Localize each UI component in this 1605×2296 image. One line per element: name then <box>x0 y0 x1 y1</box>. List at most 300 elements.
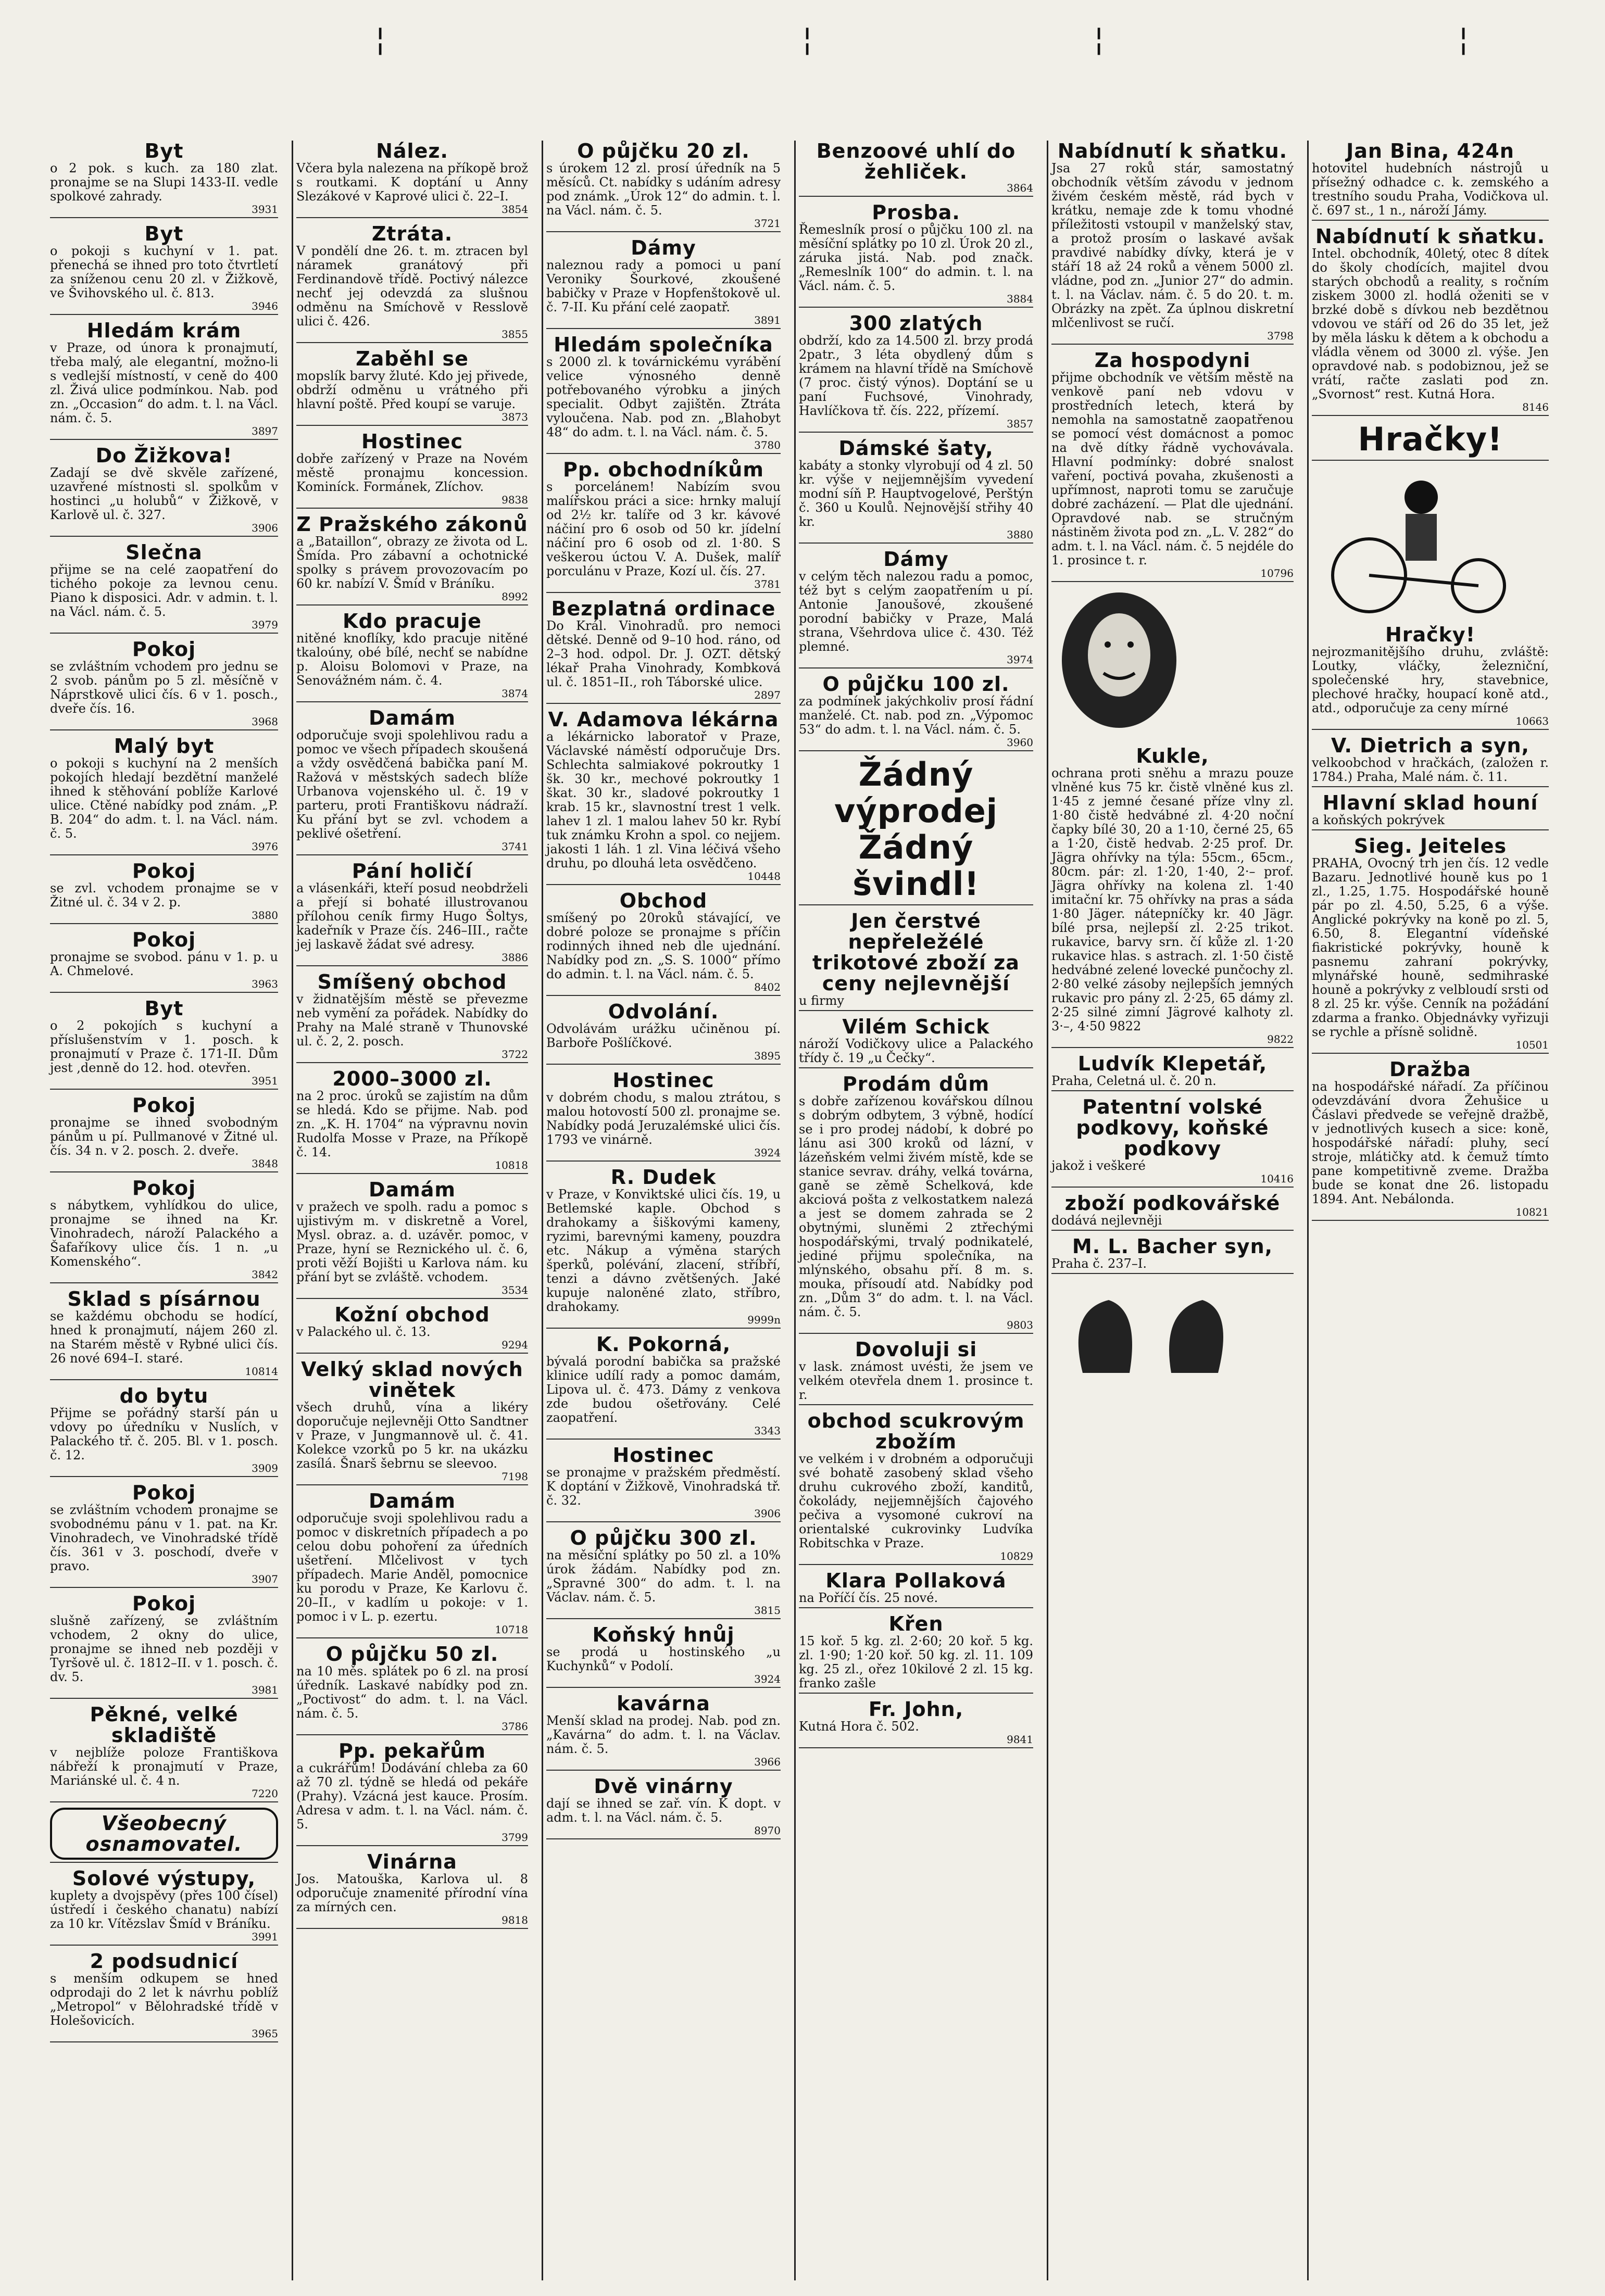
ad-heading: Hlavní sklad houní <box>1322 791 1538 814</box>
ad-number: 3991 <box>252 1931 278 1943</box>
ad-col1-8 <box>50 929 278 993</box>
ad-col1-12 <box>50 1289 278 1380</box>
gloves-illustration <box>1051 1279 1249 1383</box>
ad-col3-6 <box>546 890 781 996</box>
ad-heading: Křen <box>888 1612 944 1635</box>
ad-body: v celým těch nalezou radu a pomoc, též byt s celým zaopatřením u pí. Antonie Janoušové, zkoušené porodní babičky v Praze, Malá strana, Všehrdova ulice č. 430. Též plemné. <box>799 569 1033 654</box>
ad-heading: M. L. Bacher syn, <box>1072 1235 1273 1258</box>
ad-col1-16 <box>50 1704 278 1802</box>
ad-heading: Vilém Schick <box>842 1015 990 1038</box>
ad-col1-9 <box>50 998 278 1090</box>
ad-number: 3966 <box>754 1756 781 1768</box>
ad-col2-16 <box>296 1851 528 1929</box>
ad-number: 3874 <box>501 687 528 700</box>
ad-heading: Bezplatná ordinace <box>551 597 776 620</box>
ad-number: 8146 <box>1522 401 1549 413</box>
ad-heading: K. Pokorná, <box>596 1333 731 1356</box>
ad-heading: O půjčku 20 zl. <box>577 141 750 162</box>
ad-body: Jsa 27 roků stár, samostatný obchodník větším závodu v jednom živém českém městě, rád bych v krátku, nemaje zde k tomu vhodné příležitosti vstoupil v manželský stav, a protož prosím o laskavé avšak pravdivé nabídky dívky, která je v stáří 18 až 24 roků a věnem 5000 zl. vládne, pod zn. „Junior 27“ do admin. t. l. na Václav. nám. č. 5 do 20. t. m. Obrázky na zpět. Za úplnou diskretní mlčenlivost se ručí. <box>1051 161 1294 330</box>
ad-col4-6 <box>799 756 1033 905</box>
ad-heading: Z Pražského zákonů <box>296 513 528 536</box>
ad-heading: Hostinec <box>612 1444 714 1467</box>
ad-body: hotovitel hudebních nástrojů u přísežný odhadce c. k. zemského a trestního soudu Praha, Vodičkova ul. č. 697 st., 1 n., nároží Jámy. <box>1312 161 1549 218</box>
ad-number: 3891 <box>754 314 781 326</box>
ad-heading: Dámy <box>631 236 696 259</box>
ad-number: 3909 <box>252 1462 278 1474</box>
ad-heading: Pokoj <box>132 1094 196 1117</box>
ad-heading: Kdo pracuje <box>343 610 482 633</box>
ad-body: bývalá porodní babička sa pražské klinice udílí rady a pomoc damám, Lipova ul. č. 473. Dámy z venkova zde budou ošetřovány. Celé zaopatření. <box>546 1354 781 1425</box>
ad-heading: Hostinec <box>612 1069 714 1092</box>
ad-body: a koňských pokrývek <box>1312 813 1445 827</box>
ad-heading: Solové výstupy, <box>72 1867 256 1890</box>
ad-heading: Nabídnutí k sňatku. <box>1057 141 1288 162</box>
ad-body: v židnatějším městě se převezme neb vymění za pořádek. Nabídky do Prahy na Malé straně v Thunovské ul. č. 2, 2. posch. <box>296 992 528 1049</box>
ad-heading: obchod scukrovým zbožím <box>807 1409 1025 1453</box>
ad-heading: O půjčku 50 zl. <box>325 1643 499 1666</box>
ad-col3-12 <box>546 1528 781 1619</box>
ad-heading: Dovoluji si <box>855 1338 977 1361</box>
ad-body: o 2 pokojích s kuchyní a příslušenstvím v 1. posch. k pronajmutí v Praze č. 171-II. Dům jest ,denně do 12. hod. otevřen. <box>50 1018 278 1075</box>
ad-col4-2 <box>799 313 1033 433</box>
ad-col1-15 <box>50 1593 278 1699</box>
ad-heading: Koňský hnůj <box>592 1623 735 1646</box>
ad-number: 7220 <box>252 1787 278 1800</box>
ad-number: 9822 <box>1267 1033 1294 1045</box>
ad-body: Řemeslník prosí o půjčku 100 zl. na měsíční splátky po 10 zl. Úrok 20 zl., záruka jistá. Nab. pod značk. „Remeslník 100“ do admin. t. l. na Václ. nám. č. 5. <box>799 222 1033 293</box>
ad-heading: Hledám krám <box>86 319 242 342</box>
ad-col2-3 <box>296 431 528 509</box>
ad-col3-8 <box>546 1070 781 1162</box>
ad-body: pronajme se svobod. pánu v 1. p. u A. Chmelové. <box>50 950 278 978</box>
ad-col6-1 <box>1312 226 1549 416</box>
ad-body: nároží Vodičkovy ulice a Palackého třídy č. 19 „u Čečky“. <box>799 1037 1033 1065</box>
ad-col5-6 <box>1051 1236 1294 1274</box>
ad-col2-0 <box>296 141 528 218</box>
ad-heading: Velký sklad nových vinětek <box>301 1358 523 1402</box>
ad-body: na 10 měs. splátek po 6 zl. na prosí úředník. Laskavé nabídky pod zn. „Poctivost“ do adm. t. l. na Václ. nám. č. 5. <box>296 1664 528 1721</box>
ad-body: v dobrém chodu, s malou ztrátou, s malou hotovostí 500 zl. pronajme se. Nabídky podá Jeruzalémské ulici čís. 1793 ve vinárně. <box>546 1090 781 1147</box>
ad-number: 3886 <box>501 951 528 964</box>
ad-body: Odvolávám urážku učiněnou pí. Barboře Pošlíčkové. <box>546 1021 781 1050</box>
ad-body: v pražech ve spolh. radu a pomoc s ujistivým m. v diskretně a Vorel, Mysl. obraz. a. d. uzávěr. pomoc, v Praze, hyní se Reznického ul. č. 6, proti věží Bojišti u Karlova nám. ku přání byt se zvláště. vchodem. <box>296 1200 528 1284</box>
ad-col6-6 <box>1312 836 1549 1054</box>
ad-number: 3976 <box>252 840 278 853</box>
column-4 <box>794 141 1036 2280</box>
ad-body: s úrokem 12 zl. prosí úředník na 5 měsíců. Ct. nabídky s udáním adresy pod známk. „Úrok 12“ do admin. t. l. na Václ. nám. č. 5. <box>546 161 781 218</box>
ad-body: a cukrářům! Dodávání chleba za 60 až 70 zl. týdně se hledá od pekáře (Prahy). Vzácná jest kauce. Prosím. Adresa v adm. t. l. na Václ. nám. č. 5. <box>296 1761 528 1832</box>
ad-number: 3722 <box>501 1048 528 1061</box>
ad-body: u firmy <box>799 993 844 1008</box>
ad-heading: Žádný výprodej Žádný švindl! <box>834 755 998 903</box>
ad-body: Zadají se dvě skvěle zařízené, uzavřené místnosti sl. spolkům v hostinci „u holubů“ v Žižkově, v Karlově ul. č. 327. <box>50 465 278 522</box>
column-1 <box>47 141 281 2280</box>
ad-heading: Dvě vinárny <box>594 1775 733 1798</box>
ad-body: ochrana proti sněhu a mrazu pouze vlněné kus 75 kr. čistě vlněné kus zl. 1·45 z jemné česané příze vlny zl. 1·80 čistě hedvábné zl. 4·20 noční čapky bílé 30, 20 a 1·10, černé 25, 65 a 1·20, čistě hedvab. 2·25 prof. Dr. Jägra ohřívky na týla: 55cm., 65cm., 80cm. pár: zl. 1·20, 1·40, 2·– prof. Jägra ohřívky na kolena zl. 1·40 imitační kr. 75 ohřívky na pras a sáda 1·80 Jäger. nátepníčky kr. 40 Jägr. bílé prsa, nejlepší zl. 2·25 trikot. rukavice, barvy srn. čí kůže zl. 1·20 rukavice hlas. s astrach. zl. 1·50 čistě hedvábné zelené lovecké punčochy zl. 2·80 velké zásoby nejlepších jemných rukavic pro pány zl. 2·25, 65 dámy zl. 2·25 silné zimní Jägrové kalhoty zl. 3·–, 4·50 9822 <box>1051 766 1294 1033</box>
ad-heading: Malý byt <box>114 735 215 758</box>
ad-heading: Odvolání. <box>608 1000 719 1023</box>
ad-number: 3906 <box>252 522 278 534</box>
hooded-man-illustration <box>1051 587 1187 743</box>
ad-body: v Praze, v Konviktské ulici čís. 19, u Betlemské kaple. Obchod s drahokamy a šiškovými kameny, ryzimi, barevnými kameny, pouzdra etc. Nákup a výměna starých šperků, polévání, zlacení, stříbří, tenzi a dávno zvětšených. Jaké kupuje naloněné zlato, stříbro, drahokamy. <box>546 1187 781 1314</box>
ad-heading: Obchod <box>619 889 708 912</box>
ad-heading: O půjčku 100 zl. <box>822 673 1010 696</box>
ad-body: Do Král. Vinohradů. pro nemoci dětské. Denně od 9–10 hod. ráno, od 2–3 hod. odpol. Dr. J. OZT. dětský lékař Praha Vinohrady, Kombková ul. č. 1851–II., roh Táborské ulice. <box>546 619 781 689</box>
ad-col2-8 <box>296 972 528 1063</box>
ad-col4-8 <box>799 1016 1033 1068</box>
ad-number: 10818 <box>495 1159 528 1171</box>
ad-number: 3781 <box>754 578 781 590</box>
ad-number: 3924 <box>754 1146 781 1159</box>
ad-heading: Pokoj <box>132 1592 196 1615</box>
ad-col1-2 <box>50 320 278 440</box>
ad-col6-5 <box>1312 792 1549 830</box>
ad-body: se každému obchodu se hodící, hned k pronajmutí, nájem 260 zl. na Starém městě v Rybné ulici čís. 26 nové 694–I. staré. <box>50 1309 278 1366</box>
ad-body: ve velkém i v drobném a odporučuji své bohatě zasobený sklad všeho druhu cukrového zboží, kanditů, čokolády, nejjemnějších čajového pečiva a vysomoné cukroví na orientalské cukrovinky Ludvíka Robitschka v Praze. <box>799 1452 1033 1550</box>
ad-col3-10 <box>546 1334 781 1440</box>
ad-number: 3864 <box>1007 182 1033 194</box>
ad-heading: Do Žižkova! <box>95 444 233 467</box>
ad-body: a vlásenkáři, kteří posud neobdrželi a přejí si bohaté illustrovanou přílohou ceník firmy Hugo Šoltys, kadeřník v Praze čís. 246–III., račte jej laskavě žádat své adresy. <box>296 881 528 952</box>
ad-number: 10796 <box>1260 567 1294 579</box>
ad-number: 3897 <box>252 425 278 437</box>
ad-heading: Byt <box>144 997 184 1020</box>
ad-heading: Sieg. Jeiteles <box>1353 835 1507 857</box>
ad-number: 2897 <box>754 689 781 701</box>
ad-number: 3974 <box>1007 653 1033 666</box>
ad-col2-2 <box>296 348 528 426</box>
ad-heading: Za hospodyni <box>1094 349 1251 372</box>
ad-heading: Dámy <box>883 548 949 571</box>
ad-body: s 2000 zl. k továrnickému vyrábění velice výnosného denně potřebovaného výrobku a jiných specialit. Odbyt zajištěn. Ztráta vyloučena. Nab. pod zn. „Blahobyt 48“ do adm. t. l. na Václ. nám. č. 5. <box>546 355 781 439</box>
ad-col2-11 <box>296 1304 528 1354</box>
ad-body: o 2 pok. s kuch. za 180 zlat. pronajme se na Slupi 1433-II. vedle spolkové zahrady. <box>50 161 278 204</box>
ad-col3-4 <box>546 598 781 704</box>
ad-heading: Pokoj <box>132 1177 196 1200</box>
ad-heading: Pěkné, velké skladiště <box>90 1703 239 1747</box>
ad-col2-9 <box>296 1068 528 1174</box>
ad-number: 3906 <box>754 1507 781 1520</box>
ad-col1-4 <box>50 542 278 634</box>
ad-number: 9841 <box>1007 1733 1033 1746</box>
ad-col2-15 <box>296 1740 528 1846</box>
ad-body: v nejblíže poloze Františkova nábřeží k pronajmutí v Praze, Mariánské ul. č. 4 n. <box>50 1745 278 1788</box>
ad-number: 9838 <box>501 494 528 506</box>
ad-body: nejrozmanitějšího druhu, zvláště: Loutky, vláčky, železniční, společenské hry, stavebnice, plechové hračky, houpací koně atd., atd., odporučuje za ceny mírné <box>1312 645 1549 715</box>
ad-body: o pokoji s kuchyní na 2 menších pokojích hledají bezdětní manželé ihned k stěhování poblíže Karlové ulice. Ctěné nabídky pod znám. „P. B. 204“ do adm. t. l. na Václ. nám. č. 5. <box>50 756 278 841</box>
top-mark-3: ¦ <box>1094 21 1105 57</box>
ad-number: 3931 <box>252 203 278 216</box>
ad-number: 3873 <box>501 411 528 423</box>
ad-col6-4 <box>1312 735 1549 787</box>
ad-heading: Damám <box>368 1178 456 1201</box>
ad-body: se zvláštním vchodem pro jednu se 2 svob. pánům po 5 zl. měsíčně v Náprstkově ulici čís. 6 v 1. posch., dveře čís. 16. <box>50 659 278 716</box>
ad-heading: Hračky! <box>1358 420 1503 458</box>
ad-number: 10829 <box>1000 1550 1033 1562</box>
ad-col4-14 <box>799 1699 1033 1748</box>
ad-body: s dobře zařízenou kovářskou dílnou s dobrým odbytem, 3 výbně, hodící se i pro prodej nádobí, k dobré po lánu asi 300 kroků od lázní, v lázeňském velmi živém místě, kde se stanice sevrav. dráhy, velká továrna, ganě se zěmě Schelková, kde akciová pošta z velkostatkem nalezá a jest se domem zahrada se 2 obytnými, sluněmi 2 ztřechými hospodářskými, trvalý podnikatelé, jediné přijmu společníka, na mlýnského, obsahu pří. 8 m. s. mouka, přísoudí atd. Nabídky pod zn. „Dům 3“ do adm. t. l. na Václ. nám. č. 5. <box>799 1094 1033 1319</box>
ad-heading: zboží podkovářské <box>1064 1192 1281 1215</box>
ad-number: 8992 <box>501 590 528 603</box>
ad-body: Praha č. 237–I. <box>1051 1256 1147 1271</box>
ad-col2-5 <box>296 611 528 702</box>
ad-col4-9 <box>799 1074 1033 1334</box>
ad-body: v Praze, od února k pronajmutí, třeba malý, ale elegantní, možno-li s vedlejší místností, v ceně do 400 zl. Živá ulice podmínkou. Nab. pod zn. „Occasion“ do adm. t. l. na Václ. nám. č. 5. <box>50 340 278 425</box>
ad-col5-3 <box>1051 1053 1294 1091</box>
ad-col3-0 <box>546 141 781 232</box>
ad-body: velkoobchod v hračkách, (založen r. 1784.) Praha, Malé nám. č. 11. <box>1312 755 1549 784</box>
ad-heading: Pp. pekařům <box>338 1739 486 1762</box>
ad-heading: Patentní volské podkovy, koňské podkovy <box>1076 1095 1269 1160</box>
ad-body: kabáty a stonky vlyrobují od 4 zl. 50 kr. výše v nejjemnějším vyvedení modní síň P. Hauptvogelové, Perštýn č. 360 u Koulů. Nejnovější střihy 40 kr. <box>799 458 1033 529</box>
ad-heading: Pp. obchodníkům <box>563 458 764 481</box>
ad-heading: Dámské šaty, <box>838 437 994 460</box>
ad-heading: Slečna <box>126 541 203 564</box>
ad-col4-12 <box>799 1570 1033 1608</box>
ad-body: na Poříčí čís. 25 nové. <box>799 1591 938 1605</box>
ad-col4-1 <box>799 202 1033 308</box>
ad-number: 3979 <box>252 619 278 631</box>
ad-col1-17 <box>50 1808 278 1863</box>
ad-heading: Damám <box>368 1490 456 1512</box>
ad-col2-12 <box>296 1359 528 1485</box>
ad-body: a „Bataillon“, obrazy ze života od L. Šmída. Pro zábavní a ochotnické spolky s právem provozovacím po 60 kr. nabízí V. Šmíd v Bráníku. <box>296 534 528 591</box>
ad-heading: R. Dudek <box>610 1166 717 1189</box>
ad-heading: Pokoj <box>132 860 196 882</box>
child-bicycle-illustration <box>1312 466 1531 622</box>
ad-number: 3786 <box>501 1720 528 1733</box>
ad-heading: Jen čerstvé nepřeležélé trikotové zboží za ceny nejlevnější <box>812 910 1020 995</box>
column-2 <box>292 141 531 2280</box>
ad-heading: Ztráta. <box>371 222 453 245</box>
ad-col3-2 <box>546 334 781 454</box>
ad-number: 3951 <box>252 1075 278 1087</box>
ad-body: kuplety a dvojspěvy (přes 100 čísel) ústředí i českého chanatu) nabízí za 10 kr. Vítězslav Šmíd v Bráníku. <box>50 1888 278 1931</box>
ad-col5-2 <box>1051 746 1294 1048</box>
ad-col3-15 <box>546 1776 781 1839</box>
ad-number: 3907 <box>252 1573 278 1585</box>
ad-heading: Prodám dům <box>842 1073 990 1095</box>
ad-heading: Pokoj <box>132 638 196 661</box>
ad-col2-6 <box>296 708 528 855</box>
ad-heading: Pokoj <box>132 928 196 951</box>
ad-body: naleznou rady a pomoci u paní Veroniky Šourkové, zkoušené babičky v Praze v Hopfenštokově ul. č. 7-II. Ku přání celé zaopatř. <box>546 258 781 314</box>
ad-col4-3 <box>799 438 1033 544</box>
ad-body: 15 koř. 5 kg. zl. 2·60; 20 koř. 5 kg. zl. 1·90; 1·20 koř. 50 kg. zl. 11. 109 kg. 25 zl., ořez 10kilové 2 zl. 15 kg. franko zašle <box>799 1634 1033 1691</box>
ad-col3-13 <box>546 1624 781 1688</box>
ad-col3-3 <box>546 459 781 593</box>
ad-body: Jos. Matouška, Karlova ul. 8 odporučuje znamenité přírodní vína za mírných cen. <box>296 1872 528 1914</box>
ad-number: 3884 <box>1007 293 1033 305</box>
ad-body: Praha, Celetná ul. č. 20 n. <box>1051 1074 1217 1088</box>
ad-number: 3721 <box>754 217 781 230</box>
ad-body: se pronajme v pražském předměstí. K doptání v Žižkově, Vinohradská tř. č. 32. <box>546 1465 781 1508</box>
ad-body: v lask. známost uvésti, že jsem ve velkém otevřela dnem 1. prosince t. r. <box>799 1359 1033 1402</box>
ad-col1-0 <box>50 141 278 218</box>
newspaper-page <box>47 141 1562 2280</box>
column-6 <box>1307 141 1552 2280</box>
ad-heading: 2 podsudnicí <box>90 1950 239 1973</box>
ad-body: Včera byla nalezena na příkopě brož s routkami. K doptání u Anny Slezákové v Kaprové ulici č. 22–I. <box>296 161 528 204</box>
ad-body: jakož i veškeré <box>1051 1158 1146 1173</box>
ad-col2-4 <box>296 514 528 605</box>
ad-number: 3880 <box>252 909 278 922</box>
ad-body: přijme se na celé zaopatření do tichého pokoje za levnou cenu. Piano k disposici. Adr. v admin. t. l. na Václ. nám. č. 5. <box>50 562 278 619</box>
ad-body: nitěné knoflíky, kdo pracuje nitěné tkaloúny, obé bílé, nechť se nabídne p. Aloisu Bolomovi v Praze, na Senovážném nám. č. 4. <box>296 631 528 688</box>
ad-col1-5 <box>50 639 278 730</box>
ad-body: všech druhů, vína a likéry doporučuje nejlevněji Otto Sandtner v Praze, v Jungmannově ul. č. 41. Kolekce vzorků po 5 kr. na ukázku zasílá. Šnarš šebrnu se sleevoo. <box>296 1400 528 1471</box>
ad-number: 8402 <box>754 981 781 993</box>
ad-number: 10814 <box>245 1365 278 1378</box>
ad-number: 3924 <box>754 1673 781 1685</box>
ad-heading: Dražba <box>1389 1058 1471 1081</box>
ad-col1-13 <box>50 1385 278 1477</box>
top-mark-4: ¦ <box>1458 21 1469 57</box>
ad-body: se zvl. vchodem pronajme se v Žitné ul. č. 34 v 2. p. <box>50 881 278 910</box>
ad-col3-9 <box>546 1167 781 1329</box>
ad-col1-14 <box>50 1482 278 1588</box>
ad-number: 3946 <box>252 300 278 312</box>
ad-col4-5 <box>799 674 1033 751</box>
ad-col4-10 <box>799 1339 1033 1405</box>
ad-number: 10663 <box>1515 715 1549 727</box>
ad-number: 3854 <box>501 203 528 216</box>
ad-body: za podmínek jakýchkoliv prosí řádní manželé. Ct. nab. pod zn. „Výpomoc 53“ do adm. t. l. na Václ. nám. č. 5. <box>799 694 1033 737</box>
ad-col2-1 <box>296 223 528 343</box>
ad-heading: Pání holičí <box>352 860 473 882</box>
ad-body: odporučuje svoji spolehlivou radu a pomoc ve všech případech skoušená a vždy osvědčená babička paní M. Ražová v městských sadech blíže Urbanova vojenského ul. č. 19 v parteru, proti Františkovu nádraží. Ku přání byt se zvl. vchodem a peklivé ošetření. <box>296 728 528 841</box>
ad-col1-3 <box>50 445 278 537</box>
ad-body: v Palackého ul. č. 13. <box>296 1324 431 1339</box>
ad-body: přijme obchodník ve větším městě na venkově paní neb vdovu v prostředních letech, která by nemohla na samostatně zaopatřenou se pomocí vést domácnost a pomoc na dvě dítky řádně vychovávala. Hlavní podmínky: dobré snalost vaření, poctivá povaha, zkušenosti a upřímnost, naproti tomu se zaručuje dobré zacházení. — Plat dle ujednání. Opravdové nab. se stručným nástiněm života pod zn. „L. V. 282“ do adm. t. l. na Václ. nám. č. 5 nejdéle do 1. prosince t. r. <box>1051 370 1294 567</box>
ad-col1-1 <box>50 223 278 315</box>
ad-heading: Benzoové uhlí do žehliček. <box>816 141 1016 183</box>
ad-col2-14 <box>296 1644 528 1735</box>
ad-heading: Byt <box>144 222 184 245</box>
ad-heading: Ludvík Klepetář, <box>1077 1052 1268 1075</box>
ad-col1-18 <box>50 1868 278 1946</box>
ad-col4-4 <box>799 549 1033 668</box>
ad-heading: Pokoj <box>132 1481 196 1504</box>
ad-heading: Nález. <box>376 141 448 162</box>
ad-col5-0 <box>1051 141 1294 345</box>
ad-number: 10821 <box>1515 1206 1549 1218</box>
ad-number: 3343 <box>754 1424 781 1437</box>
ad-col3-11 <box>546 1445 781 1522</box>
ad-heading: Fr. John, <box>868 1698 964 1721</box>
ad-heading: V. Dietrich a syn, <box>1331 734 1529 757</box>
ad-number: 10448 <box>747 870 781 882</box>
ad-number: 3815 <box>754 1604 781 1617</box>
ad-heading: 2000–3000 zl. <box>332 1067 492 1090</box>
ad-col1-6 <box>50 736 278 855</box>
ad-number: 10501 <box>1515 1039 1549 1051</box>
ad-body: obdrží, kdo za 14.500 zl. brzy prodá 2patr., 3 léta obydlený dům s krámem na hlavní třídě na Smíchově (7 proc. čistý výnos). Doptání se u paní Fuchsové, Vinohrady, Havlíčkova tř. čís. 222, přízemí. <box>799 333 1033 418</box>
ad-number: 9803 <box>1007 1319 1033 1331</box>
ad-body: smíšený po 20roků stávající, ve dobré poloze se pronajme s příčin rodinných ihned neb dle ujednání. Nabídky pod zn. „S. S. 1000“ přímo do admin. t. l. na Václ. nám. č. 5. <box>546 911 781 981</box>
ad-col5-1 <box>1051 350 1294 582</box>
ad-col3-5 <box>546 709 781 885</box>
ad-body: o pokoji s kuchyní v 1. pat. přenechá se ihned pro toto čtvrtletí za sníženou cenu 20 zl. v Žižkově, ve Švihovského ul. č. 813. <box>50 244 278 300</box>
ad-col1-7 <box>50 861 278 924</box>
ad-body: Menší sklad na prodej. Nab. pod zn. „Kavárna“ do adm. t. l. na Václav. nám. č. 5. <box>546 1713 781 1756</box>
ad-col1-10 <box>50 1095 278 1172</box>
ad-body: PRAHA, Ovocný trh jen čís. 12 vedle Bazaru. Jednotlivé houně kus po 1 zl., 1.25, 1.75. Hospodářské houně pár po zl. 4.50, 5.25, 6 a výše. Anglické pokrývky na koně po zl. 5, 6.50, 8. Elegantní vídeňské fiakristické pokrývky, houně k pasnemu zahraní pokrývky, mlynářské houně, sedmihraské houně a pokrývky z velbloudí srsti od 8 zl. 25 kr. výše. Cenník na požádání zdarma a franko. Objednávky vyřizuji se rychle a přísně solidně. <box>1312 856 1549 1039</box>
ad-number: 3981 <box>252 1684 278 1696</box>
ad-heading: Hledám společníka <box>554 333 773 356</box>
ad-number: 3968 <box>252 715 278 728</box>
ad-number: 3799 <box>501 1831 528 1844</box>
ad-heading: Klara Pollaková <box>825 1569 1007 1592</box>
ad-heading: Kukle, <box>1136 745 1209 767</box>
ad-heading: V. Adamova lékárna <box>548 708 779 731</box>
ad-body: Přijme se pořádný starší pán u vdovy po úředníku v Nuslích, v Palackého tř. č. 205. Bl. v 1. posch. č. 12. <box>50 1406 278 1462</box>
ad-col6-7 <box>1312 1059 1549 1221</box>
ad-heading: Sklad s písárnou <box>67 1288 261 1310</box>
ad-col4-7 <box>799 911 1033 1011</box>
ad-heading: Všeobecný osnamovatel. <box>50 1808 278 1860</box>
ad-number: 10718 <box>495 1623 528 1636</box>
ad-body: mopslík barvy žluté. Kdo jej přivede, obdrží odměnu u vrátného při hlavní poště. Před koupí se varuje. <box>296 369 528 411</box>
top-mark-1: ¦ <box>375 21 386 57</box>
ad-heading: Hostinec <box>361 430 463 453</box>
ad-heading: Byt <box>144 141 184 162</box>
ad-number: 3857 <box>1007 418 1033 430</box>
ad-body: s porcelánem! Nabízím svou malířskou práci a sice: hrnky malují od 2½ kr. talíře od 3 kr. kávové náčiní pro 6 osob od 50 kr. jídelní náčiní pro 6 osob od zl. 1·80. S veškerou úctou V. A. Dušek, malíř porculánu v Praze, Kozí ul. čís. 27. <box>546 480 781 578</box>
ad-heading: Damám <box>368 707 456 729</box>
ad-number: 3780 <box>754 439 781 451</box>
ad-col2-10 <box>296 1179 528 1299</box>
ad-body: s nábytkem, vyhlídkou do ulice, pronajme se ihned na Kr. Vinohradech, nároží Palackého a Šafaříkovy ulice čís. 1 n. „u Komenského“. <box>50 1198 278 1269</box>
ad-body: na měsíční splátky po 50 zl. a 10% úrok žádám. Nabídky pod zn. „Spravné 300“ do adm. t. l. na Václav. nám. č. 5. <box>546 1548 781 1605</box>
ad-number: 9999n <box>747 1314 781 1326</box>
ad-number: 3895 <box>754 1050 781 1062</box>
ad-col6-0 <box>1312 141 1549 221</box>
ad-heading: kavárna <box>617 1692 710 1715</box>
ad-heading: Smíšený obchod <box>317 970 507 993</box>
column-5 <box>1047 141 1297 2280</box>
ad-number: 10416 <box>1260 1172 1294 1185</box>
ad-number: 3963 <box>252 978 278 990</box>
ad-number: 3534 <box>501 1284 528 1296</box>
ad-number: 3965 <box>252 2027 278 2040</box>
ad-body: odporučuje svoji spolehlivou radu a pomoc v diskretních případech a po celou dobu pohoření za úředních ušetření. Mlčelivost v tych případech. Marie Anděl, pomocnice ku porodu v Praze, Ke Karlovu č. 20–II., v kadlím u pokoje: v 1. pomoc i v L. p. ezertu. <box>296 1511 528 1624</box>
ad-number: 3848 <box>252 1157 278 1170</box>
ad-body: se zvláštním vchodem pronajme se svobodnému pánu v 1. pat. na Kr. Vinohradech, ve Vinohradské třídě čís. 361 v 3. poschodí, dveře v pravo. <box>50 1503 278 1573</box>
ad-heading: Jan Bina, 424n <box>1346 141 1514 162</box>
ad-col5-4 <box>1051 1096 1294 1188</box>
ad-col4-11 <box>799 1410 1033 1565</box>
ad-number: 7198 <box>501 1470 528 1483</box>
column-3 <box>542 141 784 2280</box>
ad-body: a lékárnicko laboratoř v Praze, Václavské náměstí odporučuje Drs. Schlechta salmiakové pokroutky 1 šk. 30 kr., mechové pokroutky 1 škat. 30 kr., sladové pokroutky 1 krab. 15 kr., slavnostní trest 1 velk. lahev 1 zl. 1 malou lahev 50 kr. Rybí tuk známku Krohn a spol. co nejjem. jakosti 1 láh. 1 zl. Vina léčivá všeho druhu, po dlouhá leta osvědčeno. <box>546 729 781 871</box>
ad-heading: Prosba. <box>872 201 960 224</box>
ad-body: Kutná Hora č. 502. <box>799 1719 919 1734</box>
ad-heading: 300 zlatých <box>849 312 983 335</box>
ad-body: slušně zařízený, se zvláštním vchodem, 2 okny do ulice, pronajme se ihned neb později v Tyršově ul. č. 1812–II. v 1. posch. č. dv. 5. <box>50 1613 278 1684</box>
ad-number: 3960 <box>1007 736 1033 749</box>
ad-body: dají se ihned se zař. vín. K dopt. v adm. t. l. na Václ. nám. č. 5. <box>546 1796 781 1825</box>
ad-col5-5 <box>1051 1193 1294 1231</box>
ad-col3-7 <box>546 1001 781 1065</box>
ad-heading: do bytu <box>119 1384 209 1407</box>
ad-col1-19 <box>50 1951 278 2042</box>
ad-heading: Vinárna <box>367 1850 457 1873</box>
ad-number: 3842 <box>252 1268 278 1281</box>
ad-body: na hospodářské nářadí. Za příčinou odevzdávání dvora Žehušice u Čáslavi předvede se veřejně dražbě, v jednotlivých kusech a sice: koně, hospodářské nářadí: pluhy, secí stroje, mlátičky atd. k čemuž tímto pane kompetitivně zveme. Dražba bude se konat dne 26. listopadu 1894. Ant. Nebálonda. <box>1312 1079 1549 1206</box>
ad-body: V pondělí dne 26. t. m. ztracen byl náramek granátový při Ferdinandově třídě. Poctivý nálezce nechť jej odevzdá za slušnou odměnu na Smíchově v Resslově ulici č. 426. <box>296 244 528 329</box>
ad-heading: Hračky! <box>1385 623 1476 646</box>
